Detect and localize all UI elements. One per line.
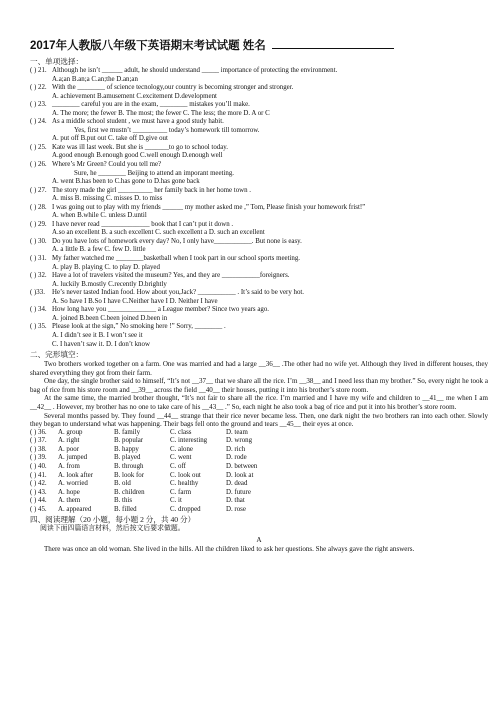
cloze-option: B. family xyxy=(114,428,141,436)
cloze-option-row xyxy=(30,446,488,455)
question-number[interactable]: ( ) 24. xyxy=(30,118,47,126)
cloze-number[interactable]: ( ) 43. xyxy=(30,488,47,496)
cloze-option: C. class xyxy=(170,428,192,436)
question-item xyxy=(30,161,488,170)
question-response-line: Yes, first we mustn’t __________ today’s homework till tomorrow. xyxy=(74,126,260,134)
cloze-option: D. that xyxy=(226,497,245,505)
question-options: A.a;an B.an;a C.an;the D.an;an xyxy=(52,75,138,83)
cloze-paragraph: One day, the single brother said to himself, “It’s not __37__ that we share all the rice. I’m __38__ and I need less than my brother.” So, every night he took a bag of rice from his store room and __39__ across the field __40__ their houses, putting it into his brother’s store room. xyxy=(30,377,488,394)
question-options: A. The more; the fewer B. The most; the fewer C. The less; the more D. A or C xyxy=(52,109,270,117)
cloze-option: A. group xyxy=(58,428,83,436)
reading-instructions: 阅读下面四篇语言材料，然后按文后要求做题。 xyxy=(40,525,185,533)
cloze-option: D. team xyxy=(226,428,248,436)
question-number[interactable]: ( ) 34. xyxy=(30,306,47,314)
question-text: Please look at the sign,” No smoking here !” Sorry, ________ . xyxy=(52,323,226,331)
cloze-option: B. played xyxy=(114,454,141,462)
cloze-option-row xyxy=(30,497,488,506)
question-number[interactable]: ( ) 35. xyxy=(30,323,47,331)
cloze-option: A. them xyxy=(58,497,81,505)
question-number[interactable]: ( ) 22. xyxy=(30,84,47,92)
question-item xyxy=(30,187,488,196)
question-number[interactable]: ( ) 29. xyxy=(30,220,47,228)
cloze-option: B. through xyxy=(114,462,144,470)
question-item xyxy=(30,323,488,332)
cloze-option: D. between xyxy=(226,462,258,470)
question-item xyxy=(30,255,488,264)
cloze-option: D. rose xyxy=(226,505,246,513)
cloze-option: B. popular xyxy=(114,437,144,445)
question-item xyxy=(30,67,488,76)
cloze-number[interactable]: ( ) 44. xyxy=(30,497,47,505)
question-text: I have never read ______________ book that I can’t put it down . xyxy=(52,220,234,228)
cloze-paragraph: Two brothers worked together on a farm. One was married and had a large __36__ .The other had no wife yet. Although they lived in different houses, they shared everything they got from their farm. xyxy=(30,360,488,377)
question-item xyxy=(30,84,488,93)
cloze-option: B. children xyxy=(114,488,145,496)
cloze-options-list xyxy=(30,429,488,514)
cloze-option: B. this xyxy=(114,497,132,505)
question-text: My father watched me ________basketball when I took part in our school sports meeting. xyxy=(52,255,301,263)
cloze-option: C. it xyxy=(170,497,182,505)
section-heading-multiple-choice: 一、单项选择： xyxy=(30,57,84,66)
cloze-option: C. look out xyxy=(170,471,201,479)
question-options: A.so an excellent B. a such excellent C. such excellent a D. such an excellent xyxy=(52,229,265,237)
question-text: Kate was ill last week. But she is _______to go to school today. xyxy=(52,143,229,151)
question-text: As a middle school student , we must have a good study habit. xyxy=(52,118,224,126)
question-options: A. So have I B.So I have C.Neither have I D. Neither I have xyxy=(52,297,218,305)
cloze-option: C. healthy xyxy=(170,480,199,488)
cloze-option: C. dropped xyxy=(170,505,201,513)
question-item xyxy=(30,306,488,315)
cloze-option: A. poor xyxy=(58,445,80,453)
question-text: He’s never tasted Indian food. How about you,Jack? ___________ . It’s said to be very hot. xyxy=(52,289,305,297)
cloze-option-row xyxy=(30,472,488,481)
question-number[interactable]: ( ) 23. xyxy=(30,101,47,109)
question-response-line: Sure, he ________ Beijing to attend an imporant meeting. xyxy=(74,169,234,177)
question-number[interactable]: ( ) 30. xyxy=(30,237,47,245)
cloze-option-row xyxy=(30,506,488,515)
cloze-option: B. look for xyxy=(114,471,145,479)
question-item xyxy=(30,204,488,213)
question-options: A. I didn’t see it B. I won’t see it xyxy=(52,331,143,339)
title-text: 2017年人教版八年级下英语期末考试试题 姓名 xyxy=(30,40,266,52)
cloze-option: A. right xyxy=(58,437,80,445)
question-text: ________ careful you are in the exam, ________ mistakes you’ll make. xyxy=(52,101,250,109)
question-options: A. play B. playing C. to play D. played xyxy=(52,263,160,271)
question-options: A. when B.while C. unless D.until xyxy=(52,212,147,220)
cloze-option: A. look after xyxy=(58,471,94,479)
cloze-option: A. appeared xyxy=(58,505,92,513)
multiple-choice-list xyxy=(30,67,488,349)
question-options: A.good enough B.enough good C.well enough D.enough well xyxy=(52,152,223,160)
section-heading-cloze: 二、完形填空： xyxy=(30,350,84,360)
question-text: With the ________ of science tecnology,our country is becoming stronger and stronger. xyxy=(52,84,294,92)
question-number[interactable]: ( ) 27. xyxy=(30,186,47,194)
cloze-option: C. farm xyxy=(170,488,192,496)
cloze-number[interactable]: ( ) 38. xyxy=(30,445,47,453)
question-number[interactable]: ( ) 31. xyxy=(30,255,47,263)
cloze-number[interactable]: ( ) 36. xyxy=(30,428,47,436)
exam-title xyxy=(30,38,488,54)
question-options: A. a little B. a few C. few D. little xyxy=(52,246,146,254)
cloze-option: C. interesting xyxy=(170,437,208,445)
cloze-number[interactable]: ( ) 37. xyxy=(30,437,47,445)
question-text: Have a lot of travelers visited the museum? Yes, and they are ___________foreigners. xyxy=(52,272,290,280)
name-blank xyxy=(272,38,394,49)
question-text: Do you have lots of homework every day? No, I only have___________. But none is easy. xyxy=(52,237,302,245)
passage-a-label: A xyxy=(256,535,262,544)
question-text: Although he isn’t ______ adult, he should understand _____ importance of protecting the environment. xyxy=(52,67,338,74)
cloze-option: A. jumped xyxy=(58,454,88,462)
cloze-option: D. rode xyxy=(226,454,247,462)
section-heading-reading: 四、阅读理解（20 小题，每小题 2 分，共 40 分） xyxy=(30,515,196,525)
cloze-option: D. look at xyxy=(226,471,254,479)
cloze-option-row xyxy=(30,489,488,498)
passage-a-text: There was once an old woman. She lived in the hills. All the children liked to ask her questions. She always gave the right answers. xyxy=(44,544,415,553)
cloze-number[interactable]: ( ) 39. xyxy=(30,454,47,462)
cloze-option: D. future xyxy=(226,488,251,496)
question-item xyxy=(30,101,488,110)
question-item xyxy=(30,238,488,247)
cloze-option: B. old xyxy=(114,480,131,488)
cloze-passage xyxy=(30,360,488,429)
question-item xyxy=(30,272,488,281)
question-item xyxy=(30,289,488,298)
cloze-option: B. filled xyxy=(114,505,137,513)
cloze-option-row xyxy=(30,480,488,489)
cloze-option: C. off xyxy=(170,462,186,470)
question-options: A. put off B.put out C. take off D.give out xyxy=(52,135,168,143)
question-text: The story made the girl __________ her family back in her home town . xyxy=(52,186,252,194)
cloze-option-row xyxy=(30,463,488,472)
question-item xyxy=(30,221,488,230)
question-item xyxy=(30,118,488,127)
cloze-option: A. worried xyxy=(58,480,88,488)
cloze-number[interactable]: ( ) 42. xyxy=(30,480,47,488)
question-number[interactable]: ( ) 28. xyxy=(30,203,47,211)
cloze-option-row xyxy=(30,454,488,463)
question-number[interactable]: ( ) 21. xyxy=(30,67,47,74)
cloze-number[interactable]: ( ) 41. xyxy=(30,471,47,479)
question-text: Where’s Mr Green? Could you tell me? xyxy=(52,161,162,169)
cloze-option: D. wrong xyxy=(226,437,253,445)
cloze-option: A. hope xyxy=(58,488,80,496)
cloze-option: C. alone xyxy=(170,445,193,453)
cloze-option-row xyxy=(30,429,488,438)
cloze-number[interactable]: ( ) 45. xyxy=(30,505,47,513)
question-text: How long have you ______________ a League member? Since two years ago. xyxy=(52,306,269,314)
question-options: A. joined B.been C.been joined D.been in xyxy=(52,314,168,322)
question-number[interactable]: ( ) 26. xyxy=(30,161,47,169)
cloze-option: A. from xyxy=(58,462,80,470)
question-options: A. miss B. missing C. misses D. to miss xyxy=(52,195,163,203)
question-options: C. I haven’t saw it. D. I don’t know xyxy=(52,340,150,348)
cloze-paragraph: At the same time, the married brother thought, “It’s not fair to share all the rice. I’m married and I have my wife and children to __41__ me when I am __42__ . However, my brother has no one to take care of his __43__ .” So, each night he also took a bag of rice and put it into his brother’s store room. xyxy=(30,394,488,412)
question-options: A. luckily B.mostly C.recently D.brightly xyxy=(52,280,167,288)
question-number[interactable]: ( ) 32. xyxy=(30,272,47,280)
question-text: I was going out to play with my friends ______ my mother asked me ,” Tom, Please finish your homework frist!” xyxy=(52,203,366,211)
question-number[interactable]: ( )33. xyxy=(30,289,45,297)
question-options: A. achievement B.amusement C.excitement D.development xyxy=(52,92,217,100)
cloze-option: B. happy xyxy=(114,445,139,453)
question-number[interactable]: ( ) 25. xyxy=(30,143,47,151)
question-options: A. went B.has been to C.has gone to D.has gone back xyxy=(52,178,200,186)
question-item xyxy=(30,144,488,153)
cloze-paragraph: Several months passed by. They found __44__ strange that their rice never became less. Then, one dark night the two brothers ran into each other. Slowly they began to understand what was happening. Their bags fell onto the ground and tears __45__ their eyes at once. xyxy=(30,411,488,429)
cloze-option: D. rich xyxy=(226,445,246,453)
cloze-number[interactable]: ( ) 40. xyxy=(30,462,47,470)
cloze-option-row xyxy=(30,437,488,446)
cloze-option: D. dead xyxy=(226,480,248,488)
cloze-option: C. went xyxy=(170,454,192,462)
